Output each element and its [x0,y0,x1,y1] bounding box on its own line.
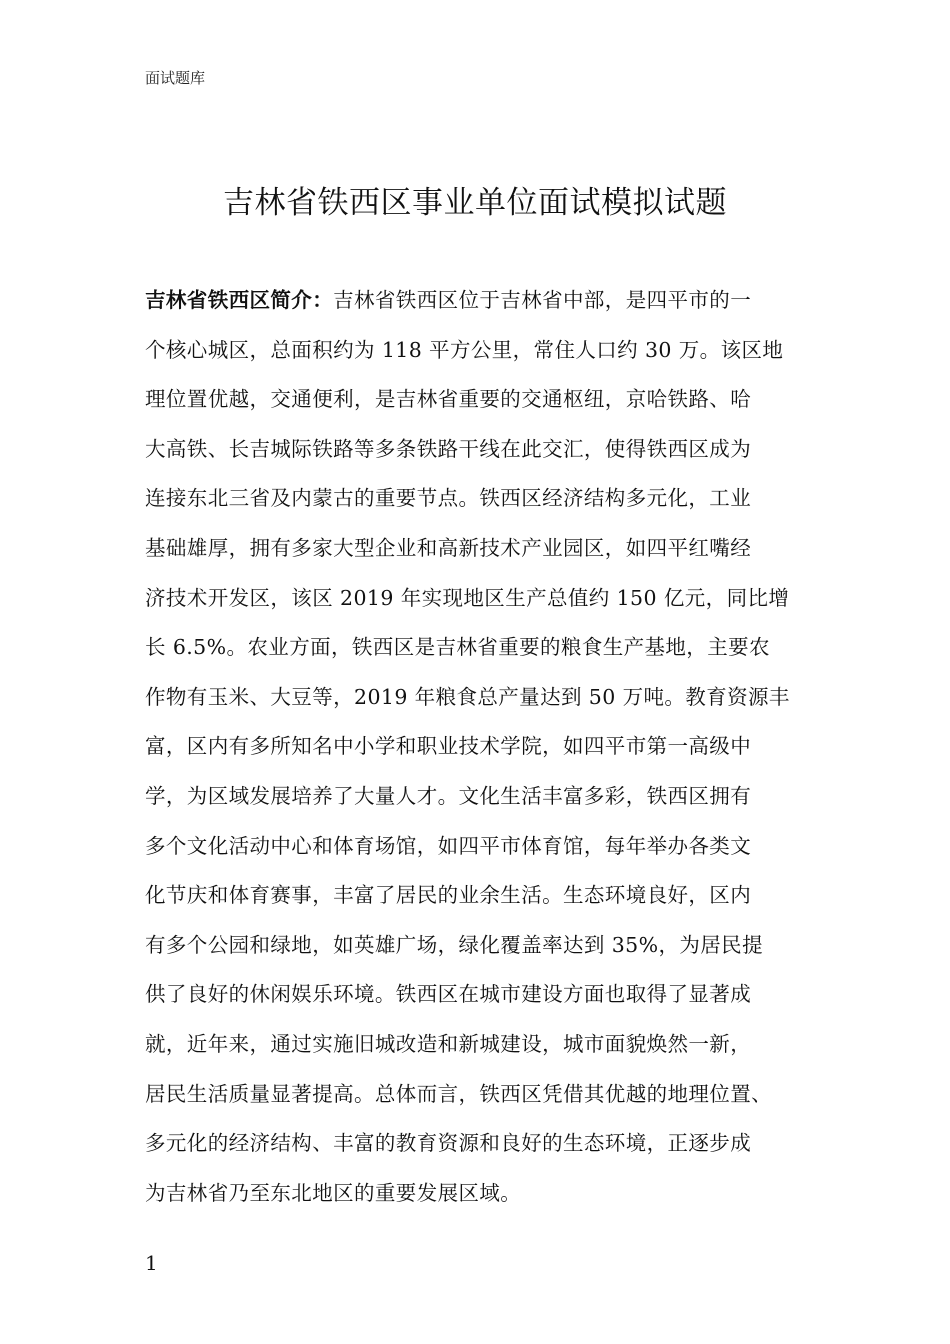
body-line: 多元化的经济结构、丰富的教育资源和良好的生态环境，正逐步成 [145,1131,752,1156]
body-line: 济技术开发区，该区 2019 年实现地区生产总值约 150 亿元，同比增 [145,585,790,610]
body-line [145,280,805,330]
body-line-text: 吉林省铁西区位于吉林省中部，是四平市的一 [333,288,752,312]
body-line: 有多个公园和绿地，如英雄广场，绿化覆盖率达到 35%，为居民提 [145,932,763,957]
body-line: 大高铁、长吉城际铁路等多条铁路干线在此交汇，使得铁西区成为 [145,436,752,461]
document-title: 吉林省铁西区事业单位面试模拟试题 [223,185,727,221]
body-line: 多个文化活动中心和体育场馆，如四平市体育馆，每年举办各类文 [145,833,752,858]
body-line: 为吉林省乃至东北地区的重要发展区域。 [145,1180,522,1205]
body-line: 个核心城区，总面积约为 118 平方公里，常住人口约 30 万。该区地 [145,337,784,362]
body-line: 长 6.5%。农业方面，铁西区是吉林省重要的粮食生产基地，主要农 [145,635,770,660]
document-body [145,280,805,1222]
body-line: 基础雄厚，拥有多家大型企业和高新技术产业园区，如四平红嘴经 [145,535,752,560]
body-line: 富，区内有多所知名中小学和职业技术学院，如四平市第一高级中 [145,734,752,759]
body-line: 就，近年来，通过实施旧城改造和新城建设，城市面貌焕然一新， [145,1031,752,1056]
page-number: 1 [145,1251,158,1275]
body-line: 作物有玉米、大豆等，2019 年粮食总产量达到 50 万吨。教育资源丰 [145,684,790,709]
intro-lead: 吉林省铁西区简介： [145,288,334,312]
body-line: 连接东北三省及内蒙古的重要节点。铁西区经济结构多元化，工业 [145,486,752,511]
body-line: 居民生活质量显著提高。总体而言，铁西区凭借其优越的地理位置、 [145,1081,772,1106]
body-line: 理位置优越，交通便利，是吉林省重要的交通枢纽，京哈铁路、哈 [145,387,752,412]
body-line: 化节庆和体育赛事，丰富了居民的业余生活。生态环境良好，区内 [145,883,752,908]
body-line: 学，为区域发展培养了大量人才。文化生活丰富多彩，铁西区拥有 [145,783,752,808]
body-line: 供了良好的休闲娱乐环境。铁西区在城市建设方面也取得了显著成 [145,982,752,1007]
header-label: 面试题库 [145,69,206,87]
